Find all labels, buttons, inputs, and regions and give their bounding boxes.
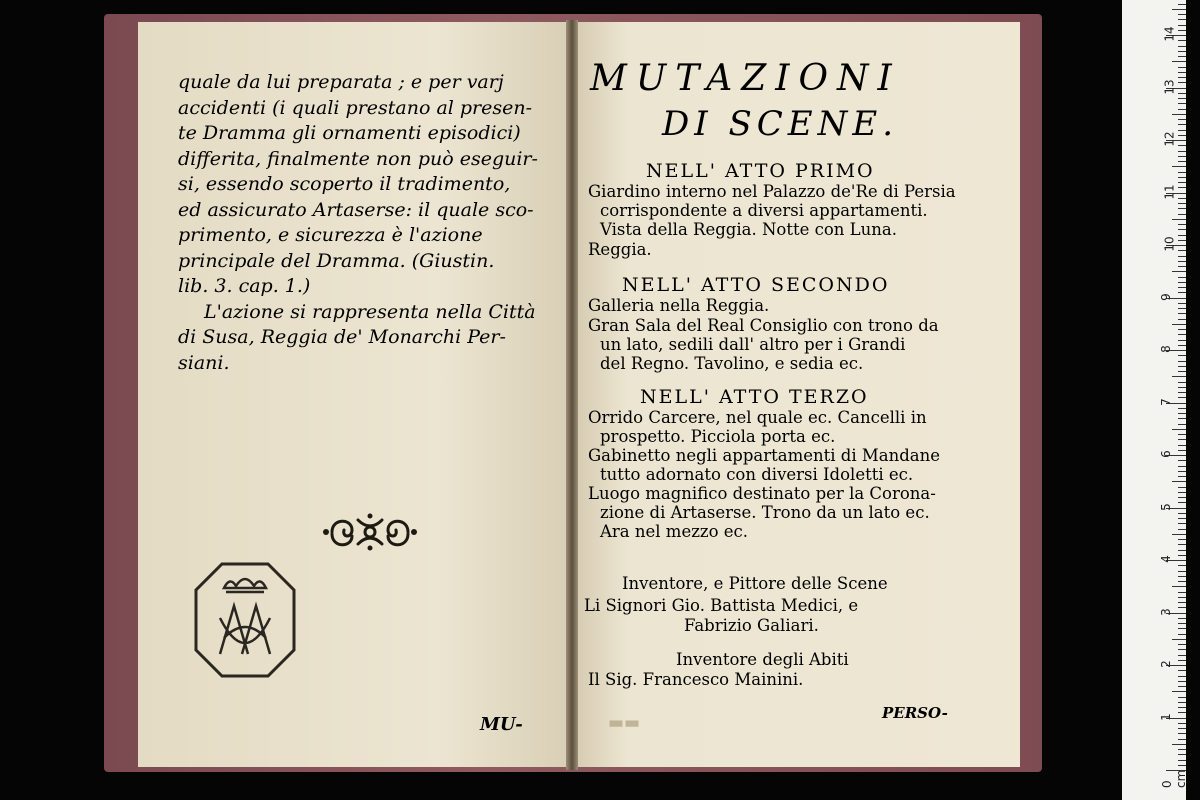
ruler-tick (1178, 424, 1186, 425)
ruler-tick (1178, 712, 1186, 713)
ruler-tick (1178, 513, 1186, 514)
act2-line: del Regno. Tavolino, e sedia ec. (600, 354, 864, 373)
ruler-tick (1178, 25, 1186, 26)
ruler-tick (1178, 760, 1186, 761)
scene-credit-heading: Inventore, e Pittore delle Scene (622, 574, 888, 593)
ruler-tick (1172, 691, 1186, 692)
ruler-tick (1178, 602, 1186, 603)
ruler-tick (1178, 56, 1186, 57)
ruler-tick (1178, 754, 1186, 755)
ruler-tick (1178, 581, 1186, 582)
show-through-text: ▬▬ (608, 713, 641, 733)
ruler-tick (1178, 607, 1186, 608)
ruler-tick (1178, 235, 1186, 236)
ruler-tick (1178, 628, 1186, 629)
ruler-number: 7 (1158, 397, 1173, 406)
ruler-tick (1178, 198, 1186, 199)
ruler-tick (1178, 103, 1186, 104)
ruler-tick (1178, 597, 1186, 598)
text-line: siani. (178, 351, 230, 374)
ruler-tick (1178, 67, 1186, 68)
act3-heading: NELL' ATTO TERZO (640, 386, 869, 408)
ruler-tick (1172, 166, 1186, 167)
ruler-tick (1178, 287, 1186, 288)
ruler-tick (1178, 749, 1186, 750)
act1-heading: NELL' ATTO PRIMO (646, 160, 875, 182)
ruler-tick (1178, 156, 1186, 157)
ruler-tick (1178, 308, 1186, 309)
ruler-tick (1172, 219, 1186, 220)
ruler-tick (1178, 266, 1186, 267)
text-line: te Dramma gli ornamenti episodici) (178, 122, 521, 144)
ruler-number: 1 (1158, 712, 1173, 721)
ruler-tick (1178, 177, 1186, 178)
ruler-tick (1178, 214, 1186, 215)
ruler-tick (1178, 77, 1186, 78)
ruler-tick (1178, 282, 1186, 283)
ruler-tick (1178, 151, 1186, 152)
ruler-tick (1178, 145, 1186, 146)
ornament-icon (322, 510, 418, 554)
library-stamp-icon (190, 558, 300, 682)
ruler-tick (1178, 19, 1186, 20)
costume-credit-line: Il Sig. Francesco Mainini. (588, 670, 804, 689)
ruler-tick (1178, 187, 1186, 188)
act3-line: Ara nel mezzo ec. (600, 522, 749, 541)
ruler-tick (1172, 534, 1186, 535)
ruler-tick (1178, 476, 1186, 477)
ruler-tick (1178, 14, 1186, 15)
ruler-number: 0 cm (1160, 769, 1188, 788)
text-line: L'azione si rappresenta nella Città (204, 300, 536, 323)
ruler-number: 3 (1158, 607, 1173, 616)
ruler-tick (1172, 481, 1186, 482)
text-line: accidenti (i quali prestano al presen- (178, 96, 533, 119)
ruler-tick (1178, 728, 1186, 729)
ruler-tick (1178, 634, 1186, 635)
ruler-number: 13 (1162, 78, 1177, 95)
act1-line: Reggia. (588, 240, 652, 259)
ruler-number: 12 (1162, 131, 1177, 147)
ruler-tick (1178, 250, 1186, 251)
ruler-tick (1178, 439, 1186, 440)
ruler-tick (1172, 744, 1186, 745)
ruler-tick (1178, 224, 1186, 225)
ruler-tick (1172, 586, 1186, 587)
ruler-tick (1178, 434, 1186, 435)
act2-heading: NELL' ATTO SECONDO (622, 274, 890, 296)
ruler-tick (1178, 161, 1186, 162)
ruler-tick (1178, 523, 1186, 524)
ruler-tick (1178, 109, 1186, 110)
ruler-tick (1178, 371, 1186, 372)
ruler-tick (1178, 644, 1186, 645)
ruler-tick (1178, 466, 1186, 467)
act2-line: Gran Sala del Real Consiglio con trono da (588, 316, 939, 335)
ruler-tick (1178, 723, 1186, 724)
ruler-tick (1178, 565, 1186, 566)
ruler-tick (1178, 382, 1186, 383)
ruler-tick (1178, 30, 1186, 31)
ruler-tick (1178, 130, 1186, 131)
ruler-tick (1178, 655, 1186, 656)
ruler-tick (1178, 686, 1186, 687)
text-line: si, essendo scoperto il tradimento, (178, 173, 511, 195)
ruler-tick (1178, 319, 1186, 320)
ruler-number: 10 (1162, 236, 1177, 252)
act1-line: Vista della Reggia. Notte con Luna. (600, 220, 897, 239)
ruler-tick (1178, 387, 1186, 388)
ruler-tick (1178, 98, 1186, 99)
ruler-tick (1172, 114, 1186, 115)
measuring-ruler (1122, 0, 1186, 800)
ruler-tick (1178, 681, 1186, 682)
ruler-tick (1178, 670, 1186, 671)
ruler-tick (1178, 182, 1186, 183)
ruler-tick (1172, 376, 1186, 377)
scene-credit-line: Li Signori Gio. Battista Medici, e (584, 596, 859, 615)
ruler-tick (1172, 639, 1186, 640)
ruler-tick (1178, 72, 1186, 73)
ruler-tick (1178, 529, 1186, 530)
ruler-tick (1178, 345, 1186, 346)
ruler-tick (1178, 51, 1186, 52)
ruler-tick (1178, 592, 1186, 593)
ruler-tick (1178, 618, 1186, 619)
ruler-tick (1178, 550, 1186, 551)
ruler-tick (1178, 366, 1186, 367)
act3-line: zione di Artaserse. Trono da un lato ec. (600, 503, 930, 522)
ruler-tick (1178, 334, 1186, 335)
ruler-tick (1178, 518, 1186, 519)
ruler-tick (1178, 124, 1186, 125)
ruler-tick (1178, 502, 1186, 503)
ruler-tick (1178, 277, 1186, 278)
ruler-tick (1178, 340, 1186, 341)
ruler-tick (1178, 46, 1186, 47)
ruler-number: 6 (1158, 450, 1173, 458)
page-title: MUTAZIONI (590, 58, 901, 99)
ruler-tick (1178, 361, 1186, 362)
text-line: quale da lui preparata ; e per varj (178, 71, 504, 93)
costume-credit-heading: Inventore degli Abiti (676, 650, 849, 669)
ruler-tick (1178, 240, 1186, 241)
ruler-tick (1178, 702, 1186, 703)
ruler-number: 4 (1158, 555, 1173, 563)
ruler-tick (1178, 413, 1186, 414)
ruler-tick (1178, 623, 1186, 624)
ruler-tick (1178, 329, 1186, 330)
ruler-tick (1178, 208, 1186, 209)
ruler-tick (1178, 292, 1186, 293)
act3-line: prospetto. Picciola porta ec. (600, 427, 836, 446)
ruler-tick (1172, 9, 1186, 10)
ruler-tick (1178, 697, 1186, 698)
text-line: primento, e sicurezza è l'azione (178, 224, 483, 246)
catchword-right: PERSO- (882, 704, 948, 722)
ruler-number: 8 (1158, 345, 1173, 353)
ruler-tick (1178, 418, 1186, 419)
ruler-tick (1178, 471, 1186, 472)
act3-line: Orrido Carcere, nel quale ec. Cancelli in (588, 408, 927, 427)
text-line: ed assicurato Artaserse: il quale sco- (178, 198, 534, 221)
ruler-number: 14 (1162, 26, 1177, 42)
ruler-number: 5 (1158, 502, 1173, 511)
left-page-text (178, 70, 568, 376)
ruler-tick (1172, 271, 1186, 272)
text-line: differita, finalmente non può eseguir- (178, 147, 538, 170)
ruler-tick (1178, 256, 1186, 257)
ruler-tick (1178, 733, 1186, 734)
ruler-tick (1178, 497, 1186, 498)
ruler-tick (1178, 135, 1186, 136)
ruler-tick (1178, 676, 1186, 677)
ruler-tick (1178, 539, 1186, 540)
ruler-tick (1178, 203, 1186, 204)
ruler-tick (1178, 392, 1186, 393)
ruler-tick (1178, 571, 1186, 572)
ruler-tick (1178, 40, 1186, 41)
ruler-number: 2 (1158, 660, 1173, 668)
ruler-tick (1178, 576, 1186, 577)
ruler-tick (1178, 450, 1186, 451)
catchword-left: MU- (480, 714, 523, 735)
ruler-tick (1172, 429, 1186, 430)
ruler-number: 9 (1158, 292, 1173, 301)
ruler-number: 11 (1162, 183, 1177, 200)
ruler-tick (1178, 739, 1186, 740)
ruler-tick (1178, 487, 1186, 488)
ruler-tick (1178, 445, 1186, 446)
scene-credit-line: Fabrizio Galiari. (684, 616, 819, 635)
ruler-tick (1178, 119, 1186, 120)
ruler-tick (1178, 707, 1186, 708)
ruler-tick (1178, 555, 1186, 556)
text-line: lib. 3. cap. 1.) (178, 275, 311, 297)
text-line: di Susa, Reggia de' Monarchi Per- (178, 326, 506, 348)
ruler-tick (1178, 172, 1186, 173)
text-line: principale del Dramma. (Giustin. (178, 249, 495, 272)
act1-line: corrispondente a diversi appartamenti. (600, 201, 928, 220)
act1-line: Giardino interno nel Palazzo de'Re di Persia (588, 182, 956, 201)
ruler-tick (1178, 303, 1186, 304)
ruler-tick (1172, 61, 1186, 62)
ruler-tick (1178, 492, 1186, 493)
ruler-tick (1178, 93, 1186, 94)
act2-line: Galleria nella Reggia. (588, 296, 770, 315)
act3-line: Gabinetto negli appartamenti di Mandane (588, 446, 941, 465)
ruler-tick (1178, 313, 1186, 314)
act3-line: tutto adornato con diversi Idoletti ec. (600, 465, 914, 484)
act2-line: un lato, sedili dall' altro per i Grandi (600, 335, 906, 354)
ruler-tick (1178, 229, 1186, 230)
ruler-tick (1178, 261, 1186, 262)
ruler-tick (1172, 324, 1186, 325)
ruler-tick (1178, 4, 1186, 5)
ruler-tick (1178, 355, 1186, 356)
act3-line: Luogo magnifico destinato per la Corona- (588, 484, 936, 503)
ruler-tick (1178, 397, 1186, 398)
ruler-tick (1178, 544, 1186, 545)
ruler-tick (1178, 408, 1186, 409)
ruler-tick (1178, 460, 1186, 461)
ruler-tick (1178, 82, 1186, 83)
ruler-tick (1178, 649, 1186, 650)
page-subtitle: DI SCENE. (662, 104, 899, 144)
ruler-tick (1178, 660, 1186, 661)
